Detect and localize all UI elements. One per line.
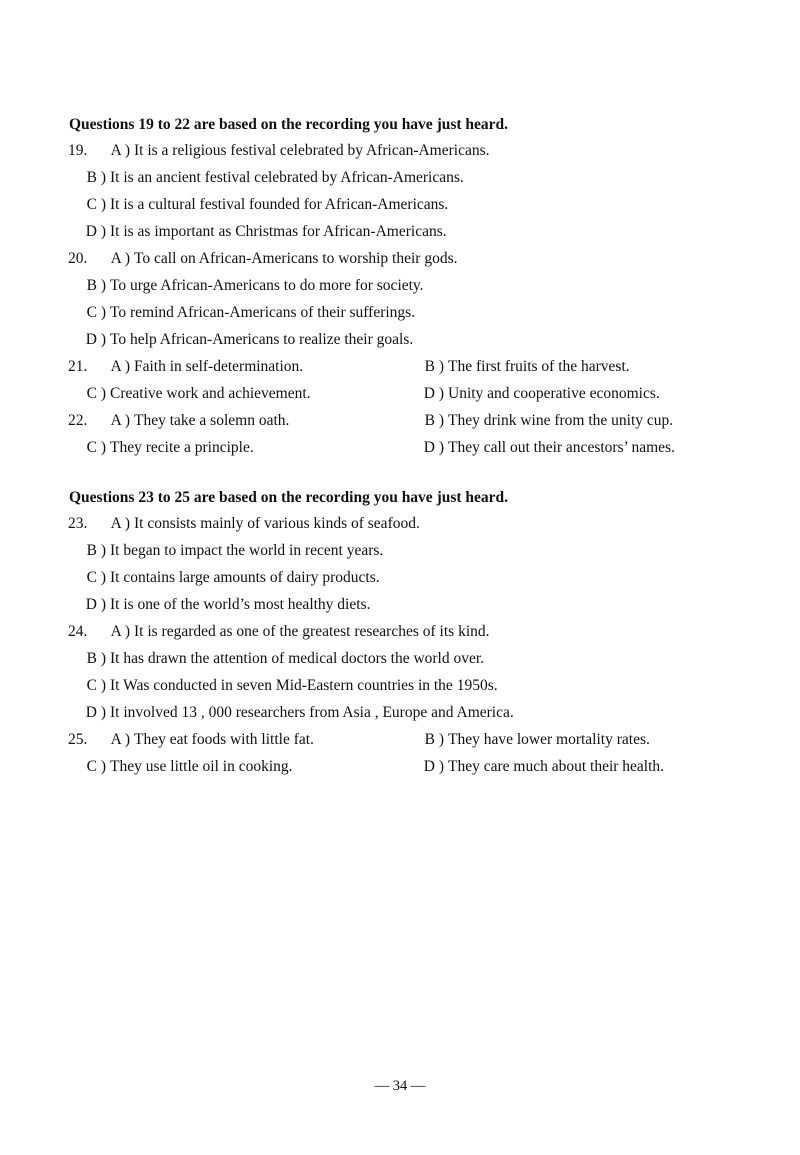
question-19-option-d bbox=[82, 218, 447, 245]
option-text: It is a religious festival celebrated by African-Americans. bbox=[134, 142, 490, 159]
question-22-row bbox=[68, 434, 728, 461]
question-22-option-a bbox=[106, 407, 289, 434]
option-text: To urge African-Americans to do more for society. bbox=[110, 277, 424, 294]
option-letter: B ) bbox=[86, 542, 106, 559]
question-23-option-a bbox=[106, 510, 420, 537]
question-number: 23. bbox=[68, 515, 88, 532]
option-letter: A ) bbox=[110, 623, 130, 640]
question-19-row bbox=[68, 191, 728, 218]
option-text: It is a cultural festival founded for African-Americans. bbox=[110, 196, 449, 213]
question-20-option-a bbox=[106, 245, 457, 272]
option-letter: C ) bbox=[86, 758, 106, 775]
option-text: It began to impact the world in recent years. bbox=[110, 542, 384, 559]
question-19-option-c bbox=[82, 191, 448, 218]
option-text: They use little oil in cooking. bbox=[110, 758, 293, 775]
option-letter: A ) bbox=[110, 142, 130, 159]
question-21-option-b bbox=[420, 353, 630, 380]
question-number: 24. bbox=[68, 623, 88, 640]
section-questions-23-25 bbox=[68, 486, 728, 780]
option-text: They drink wine from the unity cup. bbox=[448, 412, 674, 429]
question-number: 20. bbox=[68, 250, 88, 267]
option-letter: B ) bbox=[86, 169, 106, 186]
option-text: Creative work and achievement. bbox=[110, 385, 311, 402]
question-24-row bbox=[68, 618, 728, 645]
question-25-row bbox=[68, 726, 728, 753]
option-text: To call on African-Americans to worship their gods. bbox=[134, 250, 458, 267]
option-text: It has drawn the attention of medical doctors the world over. bbox=[110, 650, 485, 667]
option-text: It consists mainly of various kinds of seafood. bbox=[134, 515, 420, 532]
option-letter: C ) bbox=[86, 569, 106, 586]
option-letter: B ) bbox=[424, 731, 444, 748]
question-25-option-c bbox=[82, 753, 293, 780]
option-text: Unity and cooperative economics. bbox=[448, 385, 660, 402]
question-number: 22. bbox=[68, 412, 88, 429]
option-letter: D ) bbox=[85, 596, 106, 613]
option-text: It is an ancient festival celebrated by African-Americans. bbox=[110, 169, 464, 186]
question-22-option-d bbox=[420, 434, 675, 461]
question-number: 25. bbox=[68, 731, 88, 748]
option-text: They eat foods with little fat. bbox=[134, 731, 314, 748]
question-number: 21. bbox=[68, 358, 88, 375]
question-24-row bbox=[68, 645, 728, 672]
question-25-option-b bbox=[420, 726, 650, 753]
question-20-row bbox=[68, 272, 728, 299]
option-text: It is as important as Christmas for African-Americans. bbox=[110, 223, 447, 240]
option-letter: B ) bbox=[86, 277, 106, 294]
option-text: It involved 13 , 000 researchers from Asia , Europe and America. bbox=[110, 704, 514, 721]
question-25-row bbox=[68, 753, 728, 780]
option-letter: C ) bbox=[86, 304, 106, 321]
question-23-row bbox=[68, 564, 728, 591]
option-letter: A ) bbox=[110, 250, 130, 267]
option-text: It contains large amounts of dairy products. bbox=[110, 569, 380, 586]
option-letter: D ) bbox=[423, 439, 444, 456]
option-text: To help African-Americans to realize their goals. bbox=[110, 331, 414, 348]
option-text: Faith in self-determination. bbox=[134, 358, 304, 375]
option-text: It is regarded as one of the greatest researches of its kind. bbox=[134, 623, 490, 640]
question-25-option-d bbox=[420, 753, 664, 780]
option-text: They call out their ancestors’ names. bbox=[448, 439, 675, 456]
option-text: The first fruits of the harvest. bbox=[448, 358, 630, 375]
option-letter: B ) bbox=[86, 650, 106, 667]
question-21-row bbox=[68, 353, 728, 380]
option-letter: A ) bbox=[110, 358, 130, 375]
question-24-option-c bbox=[82, 672, 498, 699]
question-20-option-d bbox=[82, 326, 413, 353]
question-22-row bbox=[68, 407, 728, 434]
question-21-option-a bbox=[106, 353, 303, 380]
question-19-row bbox=[68, 164, 728, 191]
question-21-row bbox=[68, 380, 728, 407]
option-letter: C ) bbox=[86, 385, 106, 402]
option-letter: D ) bbox=[423, 758, 444, 775]
option-letter: C ) bbox=[86, 196, 106, 213]
question-19-option-a bbox=[106, 137, 490, 164]
option-text: They have lower mortality rates. bbox=[448, 731, 650, 748]
question-24-option-b bbox=[82, 645, 484, 672]
question-19-row bbox=[68, 218, 728, 245]
section-heading: Questions 23 to 25 are based on the recording you have just heard. bbox=[69, 489, 509, 506]
option-letter: D ) bbox=[85, 331, 106, 348]
option-letter: B ) bbox=[424, 358, 444, 375]
option-letter: D ) bbox=[85, 704, 106, 721]
section-heading: Questions 19 to 22 are based on the recording you have just heard. bbox=[69, 116, 509, 133]
option-text: They recite a principle. bbox=[110, 439, 254, 456]
option-text: To remind African-Americans of their sufferings. bbox=[110, 304, 416, 321]
question-22-option-c bbox=[82, 434, 254, 461]
question-24-option-a bbox=[106, 618, 490, 645]
question-21-option-d bbox=[420, 380, 660, 407]
option-letter: B ) bbox=[424, 412, 444, 429]
question-23-row bbox=[68, 510, 728, 537]
question-23-option-d bbox=[82, 591, 370, 618]
question-20-row bbox=[68, 299, 728, 326]
option-text: It Was conducted in seven Mid-Eastern countries in the 1950s. bbox=[110, 677, 498, 694]
question-19-row bbox=[68, 137, 728, 164]
question-21-option-c bbox=[82, 380, 311, 407]
question-20-row bbox=[68, 245, 728, 272]
option-letter: D ) bbox=[423, 385, 444, 402]
section-questions-19-22 bbox=[68, 113, 728, 461]
option-letter: C ) bbox=[86, 439, 106, 456]
option-letter: D ) bbox=[85, 223, 106, 240]
question-23-option-b bbox=[82, 537, 383, 564]
question-23-row bbox=[68, 537, 728, 564]
question-24-row bbox=[68, 672, 728, 699]
option-text: It is one of the world’s most healthy diets. bbox=[110, 596, 371, 613]
question-24-option-d bbox=[82, 699, 514, 726]
question-22-option-b bbox=[420, 407, 673, 434]
option-text: They take a solemn oath. bbox=[134, 412, 290, 429]
option-letter: C ) bbox=[86, 677, 106, 694]
option-text: They care much about their health. bbox=[448, 758, 665, 775]
option-letter: A ) bbox=[110, 731, 130, 748]
option-letter: A ) bbox=[110, 515, 130, 532]
page-number: — 34 — bbox=[374, 1078, 426, 1094]
question-25-option-a bbox=[106, 726, 314, 753]
option-letter: A ) bbox=[110, 412, 130, 429]
question-20-row bbox=[68, 326, 728, 353]
question-24-row bbox=[68, 699, 728, 726]
question-20-option-b bbox=[82, 272, 424, 299]
question-19-option-b bbox=[82, 164, 464, 191]
question-23-row bbox=[68, 591, 728, 618]
question-number: 19. bbox=[68, 142, 88, 159]
question-20-option-c bbox=[82, 299, 415, 326]
question-23-option-c bbox=[82, 564, 380, 591]
